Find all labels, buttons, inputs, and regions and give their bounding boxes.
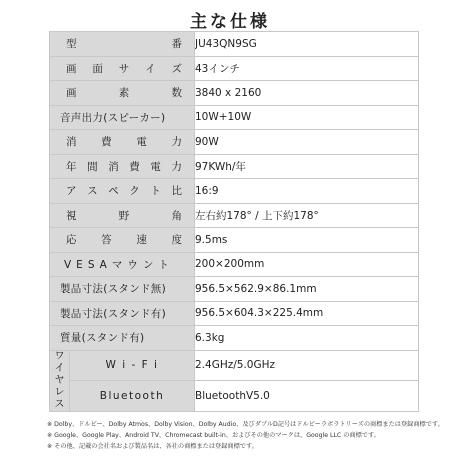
- wireless-label: Bluetooth: [70, 381, 195, 412]
- spec-row: [50, 252, 419, 277]
- spec-label: [50, 252, 195, 277]
- spec-label-char: サ: [118, 62, 130, 75]
- spec-label-char: 年: [66, 160, 77, 173]
- spec-label: [50, 32, 195, 57]
- spec-value: 90W: [195, 130, 419, 155]
- spec-value: 左右約178° / 上下約178°: [195, 203, 419, 228]
- spec-label: [50, 277, 195, 302]
- spec-label: [50, 228, 195, 253]
- spec-label-char: 画: [66, 62, 77, 75]
- wireless-header-char: ヤ: [54, 374, 65, 386]
- wireless-header-char: ス: [54, 398, 65, 410]
- wireless-value: 2.4GHz/5.0GHz: [195, 350, 419, 381]
- spec-label: [50, 326, 195, 351]
- spec-label-char: 野: [118, 209, 130, 222]
- spec-value: 200×200mm: [195, 252, 419, 277]
- spec-value: JU43QN9SG: [195, 32, 419, 57]
- footnotes: [47, 419, 452, 452]
- spec-value: 9.5ms: [195, 228, 419, 253]
- spec-label: [50, 203, 195, 228]
- spec-label-text: 製品寸法(スタンド無): [60, 283, 166, 296]
- spec-label: [50, 81, 195, 106]
- spec-value: 43インチ: [195, 56, 419, 81]
- spec-label-char: ス: [87, 185, 98, 198]
- spec-label-text: 質量(スタンド有): [60, 332, 145, 345]
- spec-label-char: ク: [129, 185, 140, 198]
- spec-label: [50, 154, 195, 179]
- spec-label: [50, 179, 195, 204]
- spec-value: 6.3kg: [195, 326, 419, 351]
- spec-table: [49, 31, 419, 412]
- spec-label-text: VESAマウント: [64, 258, 174, 271]
- spec-row: [50, 32, 419, 57]
- spec-label-char: 費: [129, 160, 140, 173]
- spec-row: [50, 130, 419, 155]
- spec-label-char: 素: [118, 87, 130, 100]
- page-title: 主な仕様: [190, 12, 270, 32]
- spec-value: 16:9: [195, 179, 419, 204]
- wireless-header-char: ワ: [54, 350, 65, 362]
- spec-label-char: 角: [171, 209, 182, 222]
- spec-label: [50, 56, 195, 81]
- spec-row: [50, 179, 419, 204]
- spec-label-char: 消: [66, 136, 77, 149]
- spec-label-char: 答: [101, 234, 112, 247]
- wireless-value: BluetoothV5.0: [195, 381, 419, 412]
- spec-value: 10W+10W: [195, 105, 419, 130]
- spec-value: 97KWh/年: [195, 154, 419, 179]
- spec-label-char: 消: [108, 160, 119, 173]
- footnote: ※ Google、Google Play、Android TV、Chromecast built-in、およびその他のマークは、Google LLC の商標です。: [47, 432, 380, 439]
- wireless-row: [50, 350, 419, 381]
- wireless-header: [50, 350, 70, 411]
- spec-value: 956.5×562.9×86.1mm: [195, 277, 419, 302]
- spec-label: [50, 301, 195, 326]
- spec-row: [50, 301, 419, 326]
- spec-label-char: ズ: [171, 62, 182, 75]
- spec-label-char: イ: [145, 62, 156, 75]
- spec-label-char: 比: [171, 185, 182, 198]
- spec-label-text: 製品寸法(スタンド有): [60, 307, 166, 320]
- spec-label-char: 番: [171, 38, 182, 51]
- spec-label-char: 度: [171, 234, 182, 247]
- spec-label: [50, 105, 195, 130]
- spec-label-char: 速: [136, 234, 147, 247]
- spec-label-text: 音声出力(スピーカー): [60, 111, 166, 124]
- spec-label-char: 型: [66, 38, 77, 51]
- spec-label-char: 電: [136, 136, 147, 149]
- footnote: ※ Dolby、ドルビー、Dolby Atmos、Dolby Vision、Dolby Audio、及びダブルD記号はドルビーラボラトリーズの商標または登録商標です。: [47, 421, 444, 428]
- spec-value: 3840 x 2160: [195, 81, 419, 106]
- spec-label-char: 費: [101, 136, 112, 149]
- wireless-row: [50, 381, 419, 412]
- spec-label-char: ア: [66, 185, 77, 198]
- spec-label-char: 力: [171, 136, 182, 149]
- spec-label-char: ペ: [108, 185, 119, 198]
- footnote: ※ その他、記載の会社名および製品名は、各社の商標または登録商標です。: [47, 443, 258, 450]
- spec-label-char: 数: [171, 87, 182, 100]
- wireless-header-char: イ: [54, 362, 65, 374]
- spec-label-char: 視: [66, 209, 77, 222]
- wireless-label: W i - F i: [70, 350, 195, 381]
- spec-row: [50, 326, 419, 351]
- spec-label-char: 間: [87, 160, 98, 173]
- spec-row: [50, 56, 419, 81]
- spec-label-char: 画: [66, 87, 77, 100]
- wireless-header-char: レ: [54, 386, 65, 398]
- spec-label-char: 電: [150, 160, 161, 173]
- spec-label-char: 力: [171, 160, 182, 173]
- spec-label-char: 面: [92, 62, 103, 75]
- spec-label: [50, 130, 195, 155]
- spec-row: [50, 81, 419, 106]
- spec-label-char: ト: [150, 185, 161, 198]
- spec-row: [50, 203, 419, 228]
- spec-row: [50, 105, 419, 130]
- spec-row: [50, 154, 419, 179]
- spec-row: [50, 277, 419, 302]
- spec-row: [50, 228, 419, 253]
- spec-value: 956.5×604.3×225.4mm: [195, 301, 419, 326]
- spec-label-char: 応: [66, 234, 77, 247]
